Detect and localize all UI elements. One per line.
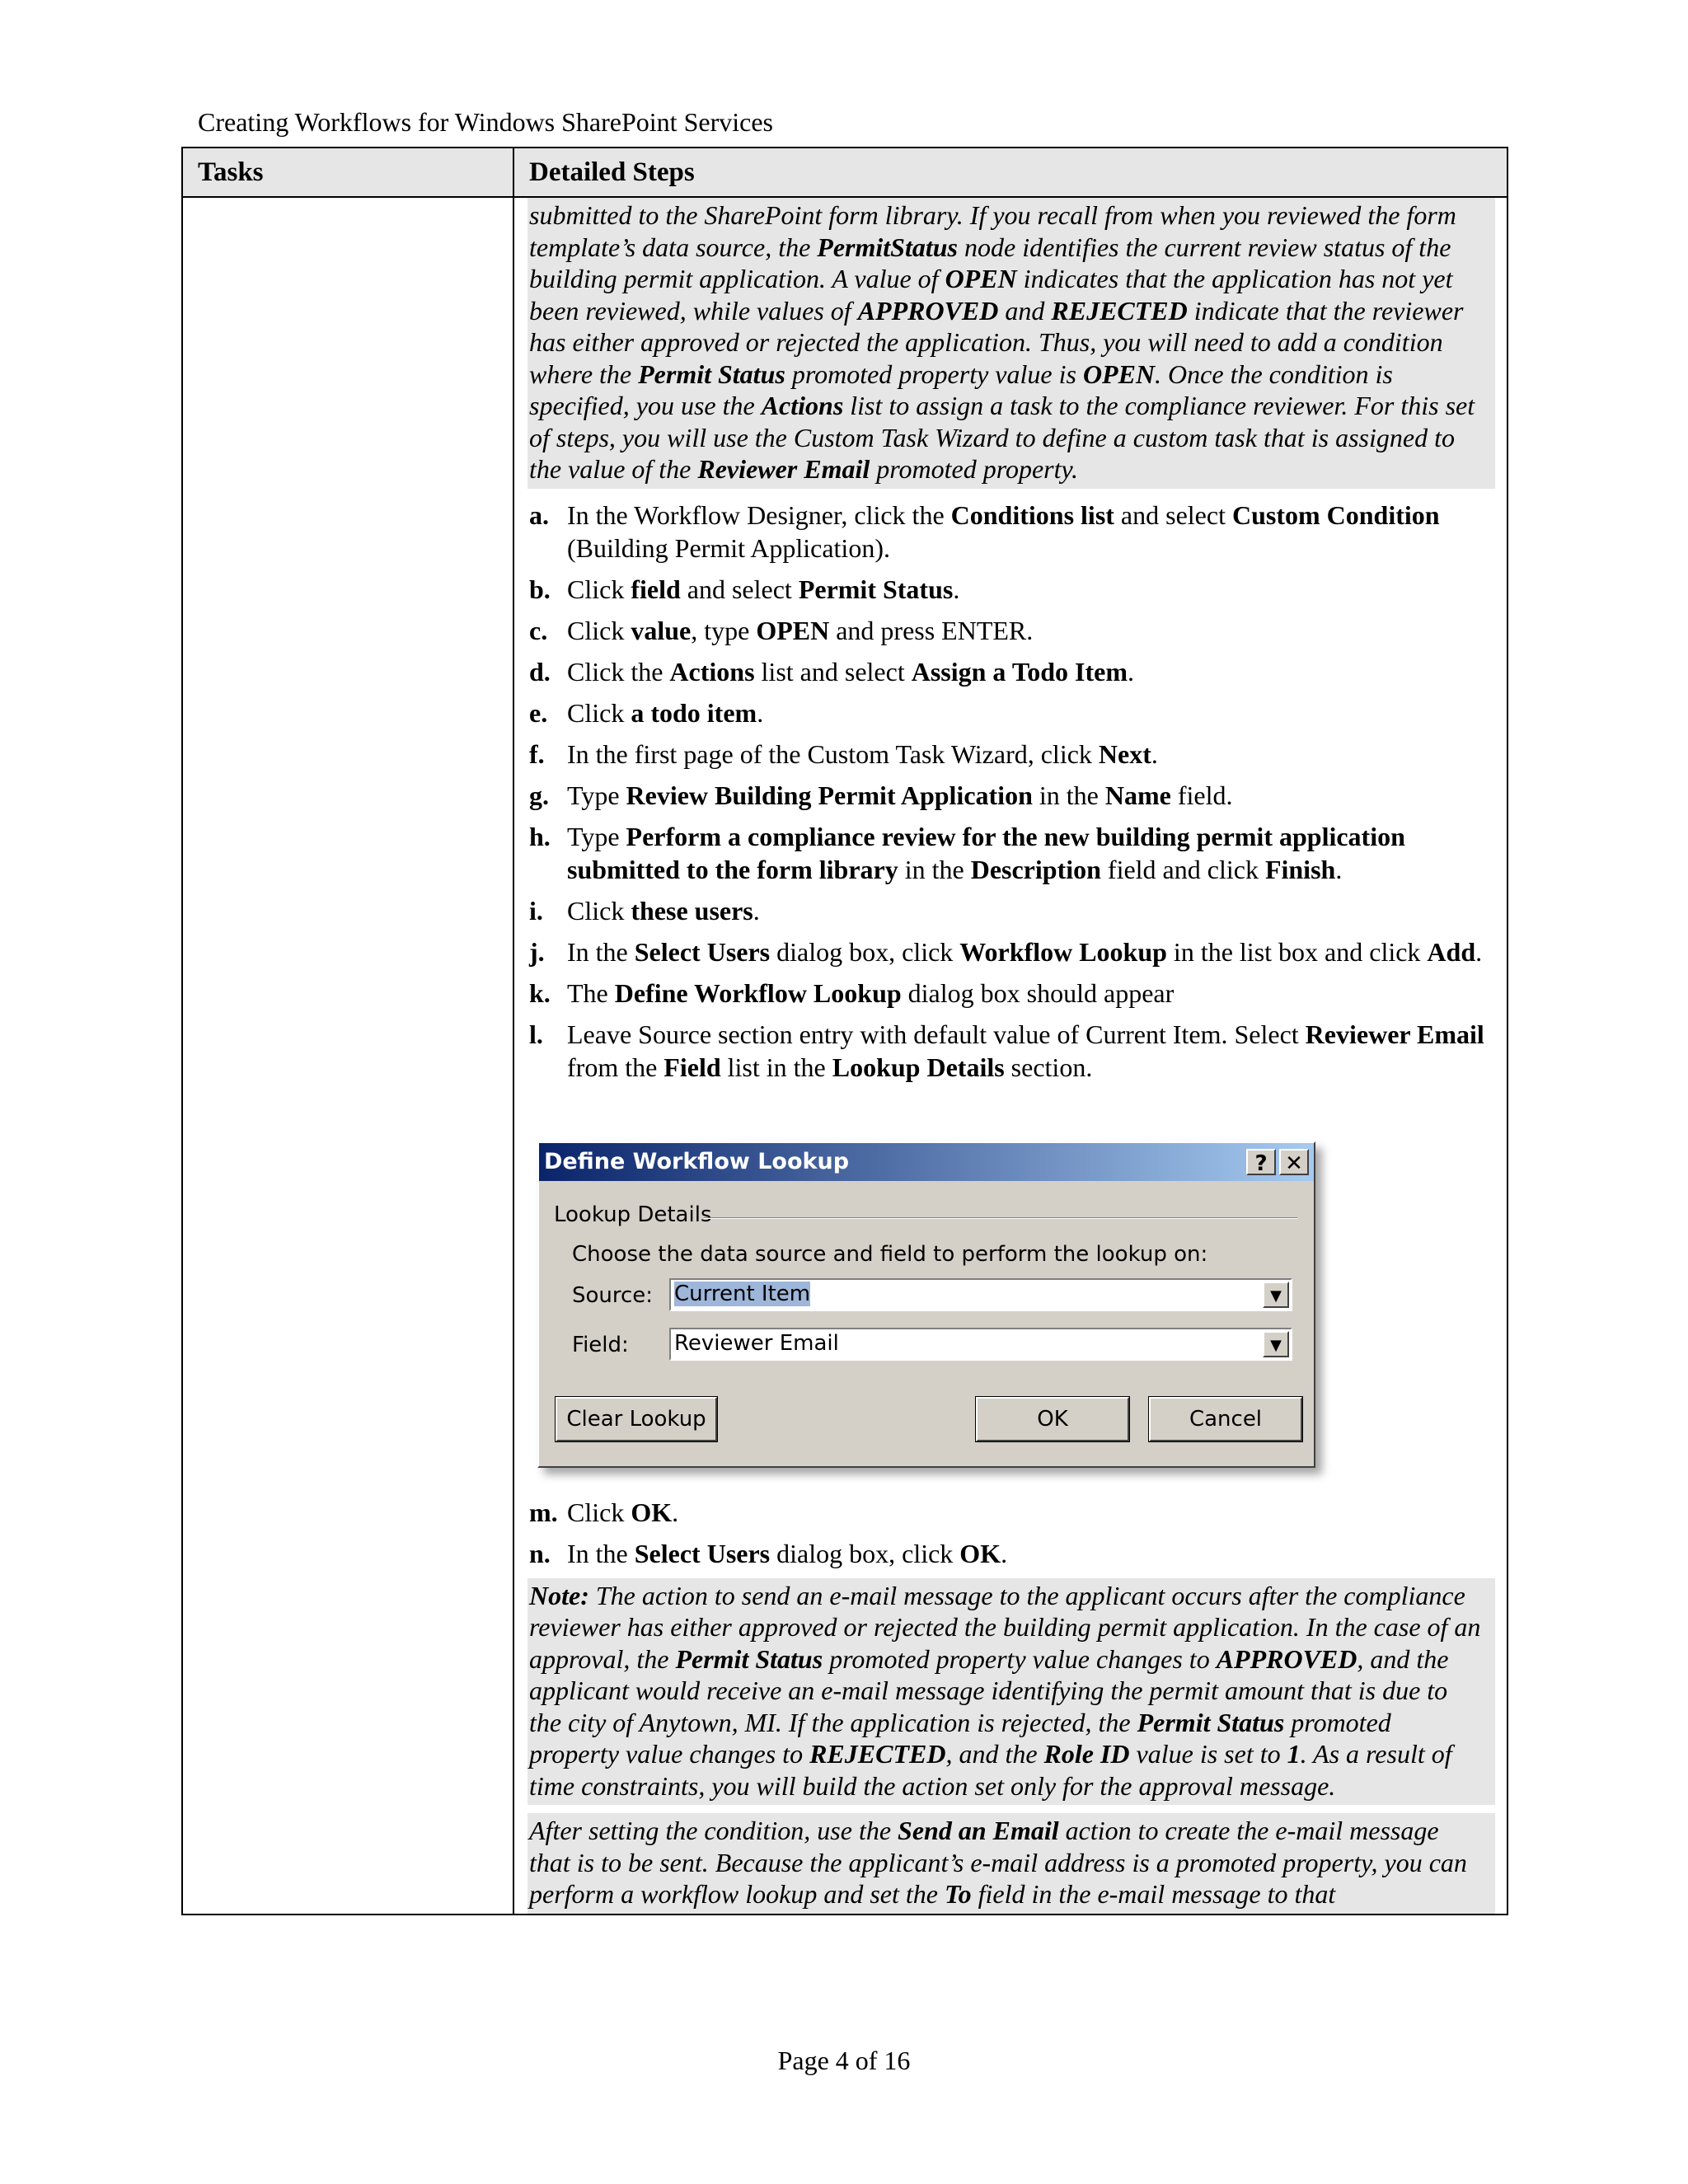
step-letter: m.: [529, 1497, 558, 1527]
list-item: [528, 935, 1495, 968]
step-letter: f.: [529, 738, 545, 769]
source-label: Source:: [572, 1282, 654, 1308]
step-text: The Define Workflow Lookup dialog box should appear: [567, 977, 1175, 1008]
approval-note: Note: The action to send an e-mail message to the applicant occurs after the compliance reviewer has either approved or rejected the building permit application. In the case of an approval, the Permit Status promoted property value changes to APPROVED, and the applicant would receive an e-mail message identifying the permit amount that is due to the city of Anytown, MI. If the application is rejected, the Permit Status promoted property value changes to REJECTED, and the Role ID value is set to 1. As a result of time constraints, you will build the action set only for the approval message.: [528, 1578, 1495, 1806]
step-text: Click the Actions list and select Assign a Todo Item.: [567, 656, 1134, 687]
step-letter: i.: [529, 895, 543, 926]
tasks-cell: [182, 197, 513, 1915]
bold-term: Lookup Details: [832, 1052, 1005, 1082]
source-value: Current Item: [674, 1281, 811, 1306]
dialog-title: Define Workflow Lookup: [544, 1148, 850, 1174]
bold-term: OPEN: [1082, 359, 1156, 389]
running-header: Creating Workflows for Windows SharePoint Services: [198, 107, 773, 137]
bold-term: Conditions list: [950, 499, 1114, 530]
step-letter: d.: [529, 656, 551, 687]
step-letter: a.: [529, 499, 549, 530]
step-text: Click these users.: [567, 895, 760, 926]
bold-term: Add: [1427, 936, 1476, 967]
list-item: [528, 1018, 1495, 1084]
step-text: In the Select Users dialog box, click OK.: [567, 1538, 1008, 1568]
list-item: [528, 977, 1495, 1010]
list-item: [528, 779, 1495, 812]
bold-term: Permit Status: [798, 574, 954, 604]
bold-term: OK: [959, 1538, 1001, 1568]
close-icon[interactable]: ✕: [1279, 1149, 1309, 1175]
intro-note: submitted to the SharePoint form library. If you recall from when you reviewed the form template’s data source, the PermitStatus node identifies the current review status of the building permit application. A value of OPEN indicates that the application has not yet been reviewed, while values of APPROVED and REJECTED indicate that the reviewer has either approved or rejected the application. Thus, you will need to add a condition where the Permit Status promoted property value is OPEN. Once the condition is specified, you use the Actions list to assign a task to the compliance reviewer. For this set of steps, you will use the Custom Task Wizard to define a custom task that is assigned to the value of the Reviewer Email promoted property.: [528, 198, 1495, 489]
bold-term: Permit Status: [675, 1643, 823, 1674]
bold-term: Select Users: [634, 936, 771, 967]
chevron-down-icon[interactable]: ▼: [1263, 1331, 1289, 1357]
bold-term: OK: [631, 1497, 673, 1527]
list-item: [528, 614, 1495, 647]
bold-term: field: [631, 574, 681, 604]
bold-term: OPEN: [756, 615, 830, 645]
tasks-column-header: Tasks: [182, 148, 513, 197]
clear-lookup-button[interactable]: Clear Lookup: [556, 1397, 717, 1441]
detailed-steps-cell: [513, 197, 1507, 1915]
bold-term: Review Building Permit Application: [626, 780, 1033, 810]
step-text: In the Workflow Designer, click the Conditions list and select Custom Condition (Building Permit Application).: [567, 499, 1440, 563]
bold-term: To: [944, 1879, 972, 1909]
step-list: [528, 499, 1495, 1084]
detailed-steps-column-header: Detailed Steps: [513, 148, 1507, 197]
list-item: [528, 499, 1495, 565]
bold-term: Custom Condition: [1231, 499, 1440, 530]
bold-term: Actions: [669, 656, 755, 687]
field-label: Field:: [572, 1332, 629, 1357]
source-select[interactable]: [669, 1278, 1292, 1311]
bold-term: REJECTED: [1051, 295, 1188, 326]
step-letter: l.: [529, 1019, 543, 1049]
list-item: [528, 696, 1495, 729]
page-number: Page 4 of 16: [777, 2046, 911, 2075]
bold-term: PermitStatus: [817, 232, 958, 262]
step-letter: h.: [529, 821, 551, 851]
bold-term: Define Workflow Lookup: [614, 977, 902, 1008]
bold-term: Assign a Todo Item: [911, 656, 1128, 687]
list-item: [528, 738, 1495, 771]
step-text: Click field and select Permit Status.: [567, 574, 960, 604]
bold-term: Next: [1098, 738, 1151, 769]
field-value: Reviewer Email: [674, 1330, 839, 1356]
bold-term: APPROVED: [857, 295, 999, 326]
step-text: Click a todo item.: [567, 697, 764, 728]
step-list-continued: [528, 1496, 1495, 1570]
step-text: Type Perform a compliance review for the new building permit application submitted to the form library in the Description field and click Finish.: [567, 821, 1405, 884]
dialog-titlebar: [539, 1143, 1314, 1181]
step-letter: c.: [529, 615, 548, 645]
step-text: In the first page of the Custom Task Wizard, click Next.: [567, 738, 1158, 769]
bold-term: Field: [663, 1052, 721, 1082]
step-letter: k.: [529, 977, 551, 1008]
bold-term: Role ID: [1043, 1739, 1130, 1769]
bold-term: these users: [631, 895, 753, 926]
bold-term: a todo item: [631, 697, 757, 728]
bold-term: Reviewer Email: [697, 454, 870, 484]
bold-term: Name: [1104, 780, 1171, 810]
bold-term: REJECTED: [809, 1739, 946, 1769]
tasks-table: [181, 147, 1508, 1915]
field-select[interactable]: [669, 1328, 1292, 1361]
list-item: [528, 1496, 1495, 1529]
group-divider: [704, 1217, 1297, 1219]
bold-term: APPROVED: [1216, 1643, 1357, 1674]
bold-term: Reviewer Email: [1305, 1019, 1484, 1049]
step-text: Click value, type OPEN and press ENTER.: [567, 615, 1034, 645]
send-email-note: After setting the condition, use the Send an Email action to create the e-mail message that is to be sent. Because the applicant’s e-mail address is a promoted property, you can perform a workflow lookup and set the To field in the e-mail message to that: [528, 1813, 1495, 1914]
bold-term: 1: [1287, 1739, 1301, 1769]
bold-term: Permit Status: [1137, 1707, 1285, 1737]
list-item: [528, 894, 1495, 927]
list-item: [528, 1537, 1495, 1570]
bold-term: OPEN: [945, 264, 1017, 293]
step-letter: j.: [529, 936, 545, 967]
detailed-steps-content: [514, 198, 1507, 1914]
table-row: [182, 197, 1507, 1915]
ok-button[interactable]: OK: [976, 1397, 1129, 1441]
list-item: [528, 820, 1495, 886]
step-letter: b.: [529, 574, 551, 604]
bold-term: Select Users: [634, 1538, 771, 1568]
bold-term: Finish: [1264, 854, 1336, 884]
step-text: In the Select Users dialog box, click Workflow Lookup in the list box and click Add.: [567, 936, 1483, 967]
step-letter: g.: [529, 780, 549, 810]
bold-term: Note:: [529, 1580, 589, 1610]
step-text: Click OK.: [567, 1497, 679, 1527]
lookup-details-group-label: Lookup Details: [554, 1202, 712, 1227]
chevron-down-icon[interactable]: ▼: [1263, 1282, 1289, 1308]
dialog-screenshot: [528, 1092, 1495, 1496]
list-item: [528, 573, 1495, 606]
bold-term: Description: [970, 854, 1101, 884]
table-header-row: [182, 148, 1507, 197]
cancel-button[interactable]: Cancel: [1149, 1397, 1302, 1441]
bold-term: Perform a compliance review for the new building permit application submitted to the form library: [567, 821, 1405, 884]
dialog-instruction: Choose the data source and field to perform the lookup on:: [572, 1241, 1208, 1267]
define-workflow-lookup-dialog: [537, 1141, 1315, 1468]
step-text: Type Review Building Permit Application in the Name field.: [567, 780, 1233, 810]
bold-term: Actions: [761, 391, 844, 420]
bold-term: value: [631, 615, 692, 645]
step-letter: n.: [529, 1538, 551, 1568]
bold-term: Permit Status: [638, 359, 785, 389]
help-icon[interactable]: ?: [1246, 1149, 1276, 1175]
step-letter: e.: [529, 697, 548, 728]
list-item: [528, 655, 1495, 688]
step-text: Leave Source section entry with default value of Current Item. Select Reviewer Email from the Field list in the Lookup Details section.: [567, 1019, 1484, 1082]
bold-term: Workflow Lookup: [959, 936, 1167, 967]
bold-term: Send an Email: [898, 1816, 1059, 1845]
